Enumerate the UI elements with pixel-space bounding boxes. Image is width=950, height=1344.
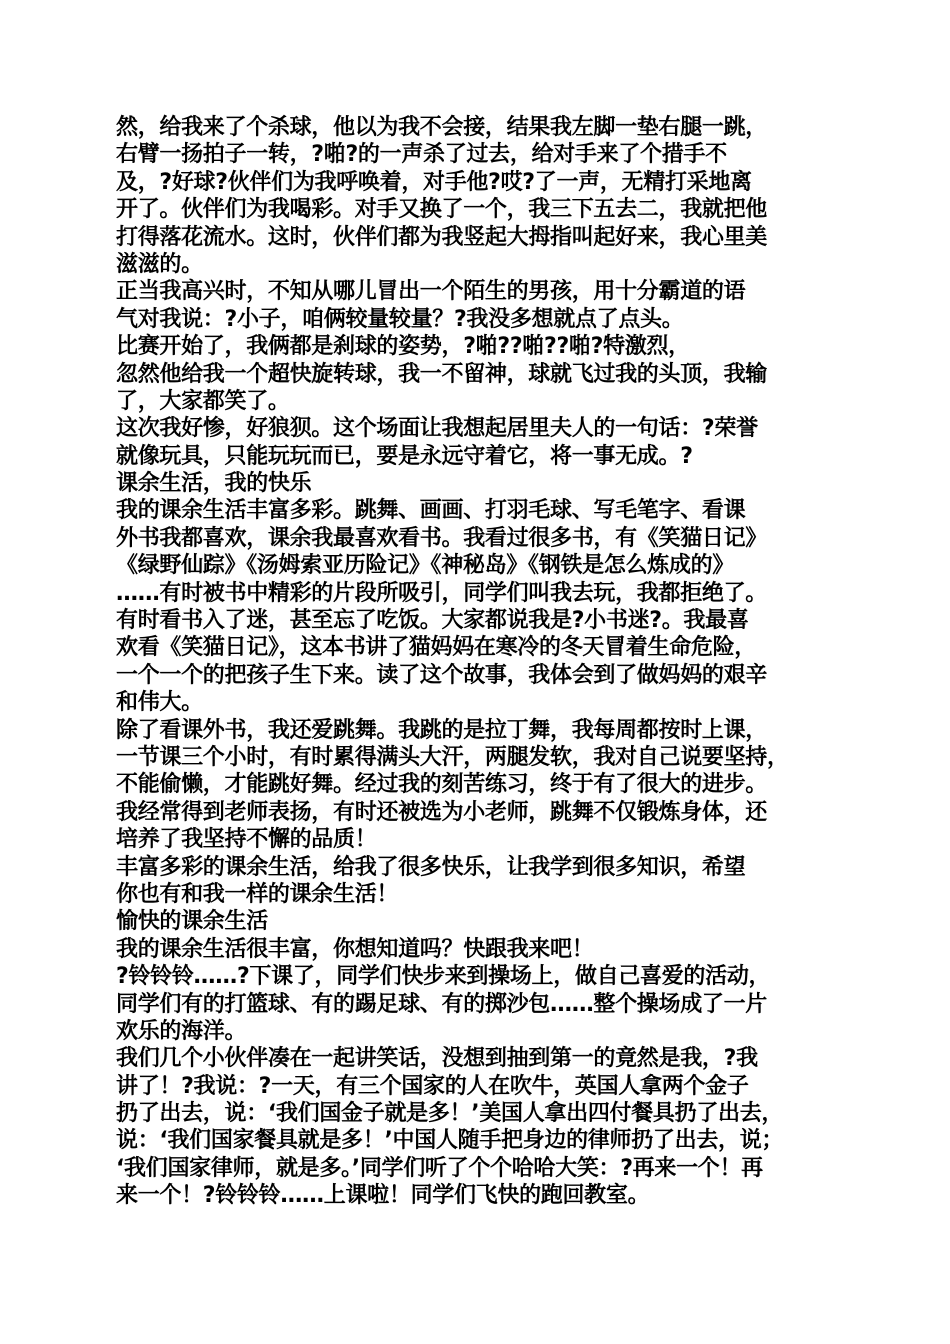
text-line: 一节课三个小时，有时累得满头大汗，两腿发软，我对自己说要坚持，	[116, 744, 789, 770]
text-line: 欢看《笑猫日记》，这本书讲了猫妈妈在寒冷的冬天冒着生命危险，	[116, 635, 757, 661]
text-line: 气对我说：?小子，咱俩较量较量？?我没多想就点了点头。	[116, 306, 684, 332]
text-line: 培养了我坚持不懈的品质！	[116, 827, 377, 853]
text-line: 开了。伙伴们为我喝彩。对手又换了一个，我三下五去二，我就把他	[116, 197, 768, 223]
document-body-text	[116, 114, 846, 1210]
text-line: 这次我好惨，好狼狈。这个场面让我想起居里夫人的一句话：?荣誉	[116, 416, 758, 442]
text-line: 滋滋的。	[116, 251, 203, 277]
text-line: 我经常得到老师表扬，有时还被选为小老师，跳舞不仅锻炼身体，还	[116, 799, 768, 825]
text-line: 《绿野仙踪》《汤姆索亚历险记》《神秘岛》《钢铁是怎么炼成的》	[116, 553, 735, 579]
text-line: ?铃铃铃……?下课了，同学们快步来到操场上，做自己喜爱的活动，	[116, 964, 771, 990]
text-line: 来一个！?铃铃铃……上课啦！同学们飞快的跑回教室。	[116, 1183, 650, 1209]
text-line: 了，大家都笑了。	[116, 388, 290, 414]
text-line: ……有时被书中精彩的片段所吸引，同学们叫我去玩，我都拒绝了。	[116, 580, 768, 606]
text-line: 一个一个的把孩子生下来。读了这个故事，我体会到了做妈妈的艰辛	[116, 662, 768, 688]
text-line: 忽然他给我一个超快旋转球，我一不留神，球就飞过我的头顶，我输	[116, 361, 768, 387]
text-line: 我们几个小伙伴凑在一起讲笑话，没想到抽到第一的竟然是我，?我	[116, 1046, 758, 1072]
text-line: 丰富多彩的课余生活，给我了很多快乐，让我学到很多知识，希望	[116, 854, 746, 880]
text-line: 说：‘我们国家餐具就是多！’中国人随手把身边的律师扔了出去，说；	[116, 1128, 784, 1154]
text-line: 我的课余生活丰富多彩。跳舞、画画、打羽毛球、写毛笔字、看课	[116, 498, 746, 524]
text-line: 就像玩具，只能玩玩而已，要是永远守着它，将一事无成。?	[116, 443, 693, 469]
text-line: 欢乐的海洋。	[116, 1018, 247, 1044]
text-line: 有时看书入了迷，甚至忘了吃饭。大家都说我是?小书迷?。我最喜	[116, 608, 749, 634]
text-line: 外书我都喜欢，课余我最喜欢看书。我看过很多书，有《笑猫日记》	[116, 525, 768, 551]
text-line: 课余生活，我的快乐	[116, 471, 312, 497]
text-line: 比赛开始了，我俩都是刹球的姿势，?啪??啪??啪?特激烈，	[116, 334, 690, 360]
text-line: 除了看课外书，我还爱跳舞。我跳的是拉丁舞，我每周都按时上课，	[116, 717, 768, 743]
text-line: 同学们有的打篮球、有的踢足球、有的掷沙包……整个操场成了一片	[116, 991, 768, 1017]
text-line: 及，?好球?伙伴们为我呼唤着，对手他?哎?了一声，无精打采地离	[116, 169, 752, 195]
text-line: 打得落花流水。这时，伙伴们都为我竖起大拇指叫起好来，我心里美	[116, 224, 768, 250]
text-line: 不能偷懒，才能跳好舞。经过我的刻苦练习，终于有了很大的进步。	[116, 772, 768, 798]
text-line: 我的课余生活很丰富，你想知道吗？快跟我来吧！	[116, 936, 594, 962]
text-line: 右臂一扬拍子一转，?啪?的一声杀了过去，给对手来了个措手不	[116, 142, 727, 168]
text-line: 你也有和我一样的课余生活！	[116, 881, 399, 907]
text-line: 讲了！?我说：?一天，有三个国家的人在吹牛，英国人拿两个金子	[116, 1073, 749, 1099]
text-line: 然，给我来了个杀球，他以为我不会接，结果我左脚一垫右腿一跳，	[116, 115, 768, 140]
text-line: 和伟大。	[116, 690, 203, 716]
text-line: ‘我们国家律师，就是多。’同学们听了个个哈哈大笑：?再来一个！再	[116, 1155, 763, 1181]
text-line: 正当我高兴时，不知从哪儿冒出一个陌生的男孩，用十分霸道的语	[116, 279, 746, 305]
text-line: 愉快的课余生活	[116, 909, 268, 935]
text-line: 扔了出去，说：‘我们国金子就是多！’美国人拿出四付餐具扔了出去，	[116, 1101, 784, 1127]
